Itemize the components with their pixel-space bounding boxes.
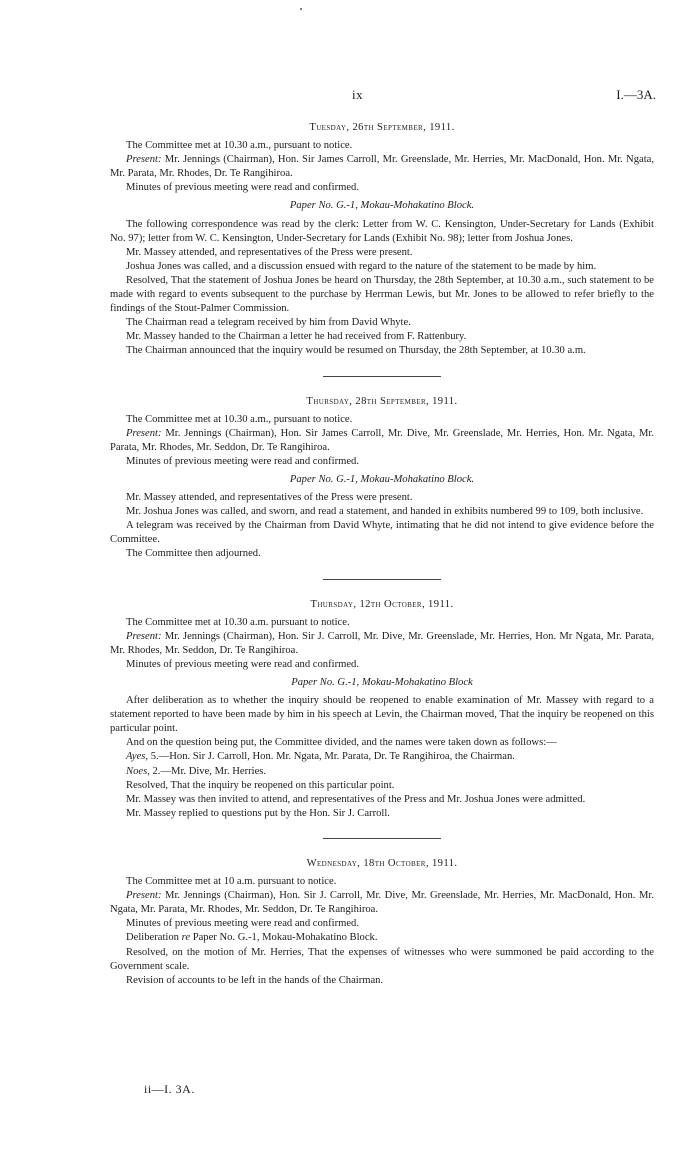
minute-paragraph: Revision of accounts to be left in the hands of the Chairman.: [126, 974, 384, 986]
minute-paragraph: The Committee met at 10 a.m. pursuant to notice.: [126, 876, 337, 888]
meeting-section: [110, 598, 654, 821]
meeting-date-text: Thursday, 12th October, 1911.: [310, 598, 454, 610]
minute-paragraph: Minutes of previous meeting were read and confirmed.: [126, 455, 359, 467]
paragraph-text: Paper No. G.-1, Mokau-Mohakatino Block.: [190, 932, 378, 944]
minute-paragraph: A telegram was received by the Chairman from David Whyte, intimating that he did not intend to give evidence before the Committee.: [110, 520, 654, 546]
paragraph-label: Present:: [126, 630, 162, 642]
minute-paragraph: Minutes of previous meeting were read and confirmed.: [126, 182, 359, 194]
minute-paragraph: And on the question being put, the Committee divided, and the names were taken down as follows:—: [126, 737, 557, 749]
minute-paragraph: The Committee met at 10.30 a.m., pursuant to notice.: [126, 413, 353, 425]
paragraph-label: Ayes,: [126, 751, 149, 763]
minute-paragraph: [110, 889, 654, 917]
minute-paragraph: Mr. Massey replied to questions put by the Hon. Sir J. Carroll.: [126, 807, 390, 819]
minute-paragraph: The Committee met at 10.30 a.m., pursuant to notice.: [126, 140, 353, 152]
paragraph-lead: Deliberation: [126, 932, 182, 944]
paragraph-label: re: [181, 932, 191, 944]
meeting-date-text: Wednesday, 18th October, 1911.: [306, 857, 458, 869]
paragraph-text: Mr. Jennings (Chairman), Hon. Sir J. Carroll, Mr. Dive, Mr. Greenslade, Mr. Herries, Hon. Mr Ngata, Mr. Parata, Mr. Rhodes, Mr. Seddon, Dr. Te Rangihiroa.: [110, 630, 654, 656]
meeting-date-text: Tuesday, 26th September, 1911.: [309, 122, 455, 133]
running-head: I.—3A.: [616, 87, 656, 102]
minute-paragraph: The Committee then adjourned.: [126, 548, 261, 560]
minute-paragraph: Minutes of previous meeting were read and confirmed.: [126, 658, 359, 670]
minute-paragraph: Resolved, on the motion of Mr. Herries, That the expenses of witnesses who were summoned be paid according to the Government scale.: [110, 946, 654, 972]
minute-paragraph: The following correspondence was read by the clerk: Letter from W. C. Kensington, Under-Secretary for Lands (Exhibit No. 97); letter from W. C. Kensington, Under-Secretary for Lands (Exhibit No. 98); letter from Joshua Jones.: [110, 218, 654, 244]
minute-paragraph: Mr. Massey handed to the Chairman a letter he had received from F. Rattenbury.: [126, 331, 467, 343]
paragraph-text: 5.—Hon. Sir J. Carroll, Hon. Mr. Ngata, Mr. Parata, Dr. Te Rangihiroa, the Chairman.: [148, 751, 515, 763]
meeting-date: [110, 598, 654, 612]
page-number: ix: [352, 87, 364, 102]
minute-paragraph: [110, 765, 654, 779]
paragraph-label: Present:: [126, 154, 162, 166]
minute-paragraph: After deliberation as to whether the inquiry should be reopened to enable examination of Mr. Massey with regard to a statement reported to have been made by him in his speech at Levin, the Chairman moved, That the inquiry be reopened on this particular point.: [110, 695, 654, 735]
meeting-date: [110, 395, 654, 409]
minute-paragraph: Resolved, That the inquiry be reopened on this particular point.: [126, 779, 395, 791]
paragraph-label: Noes,: [126, 765, 150, 777]
minute-paragraph: Mr. Massey attended, and representatives of the Press were present.: [126, 246, 413, 258]
paragraph-label: Present:: [126, 890, 162, 902]
section-divider: [323, 838, 441, 839]
paper-subheading: Paper No. G.-1, Mokau-Mohakatino Block.: [289, 473, 475, 485]
paragraph-text: 2.—Mr. Dive, Mr. Herries.: [149, 765, 267, 777]
minute-paragraph: [110, 750, 654, 764]
paragraph-text: Mr. Jennings (Chairman), Hon. Sir J. Carroll, Mr. Dive, Mr. Greenslade, Mr. Herries, Mr. MacDonald, Hon. Mr. Ngata, Mr. Parata, Mr. Rhodes, Mr. Seddon, Dr. Te Rangihiroa.: [110, 890, 654, 916]
minute-paragraph: Minutes of previous meeting were read and confirmed.: [126, 918, 359, 930]
section-divider: [323, 376, 441, 377]
minute-paragraph: The Chairman read a telegram received by him from David Whyte.: [126, 317, 411, 329]
paper-subheading: Paper No. G.-1, Mokau-Mohakatino Block: [291, 677, 473, 688]
section-divider: [323, 579, 441, 580]
minute-paragraph: Mr. Massey was then invited to attend, and representatives of the Press and Mr. Joshua Jones were admitted.: [126, 793, 586, 805]
minute-paragraph: The Committee met at 10.30 a.m. pursuant to notice.: [126, 616, 350, 628]
meeting-section: [110, 395, 654, 562]
minute-paragraph: The Chairman announced that the inquiry would be resumed on Thursday, the 28th September, at 10.30 a.m.: [126, 345, 586, 357]
meeting-date: [110, 121, 654, 135]
meeting-date-text: Thursday, 28th September, 1911.: [306, 395, 458, 407]
paragraph-text: Mr. Jennings (Chairman), Hon. Sir James Carroll, Mr. Greenslade, Mr. Herries, Mr. MacDonald, Hon. Mr. Ngata, Mr. Parata, Mr. Rhodes, Dr. Te Rangihiroa.: [110, 154, 654, 180]
scan-dot: [300, 8, 302, 10]
minute-paragraph: Joshua Jones was called, and a discussion ensued with regard to the nature of the statement to be made by him.: [126, 260, 597, 272]
minute-paragraph: [110, 153, 654, 181]
minute-paragraph: [110, 427, 654, 455]
minute-paragraph: [110, 931, 654, 945]
meeting-date: [110, 857, 654, 871]
paper-subheading: Paper No. G.-1, Mokau-Mohakatino Block.: [289, 200, 475, 212]
minutes-body: [110, 121, 654, 988]
minute-paragraph: [110, 630, 654, 658]
minute-paragraph: Mr. Joshua Jones was called, and sworn, and read a statement, and handed in exhibits numbered 99 to 109, both inclusive.: [126, 506, 644, 518]
minute-paragraph: Mr. Massey attended, and representatives of the Press were present.: [126, 492, 413, 504]
meeting-section: [110, 121, 654, 359]
meeting-section: [110, 857, 654, 988]
minute-paragraph: Resolved, That the statement of Joshua Jones be heard on Thursday, the 28th September, at 10.30 a.m., such statement to be made with regard to events subsequent to the purchase by Herrman Lewis, but Mr. Jones to be allowed to refer briefly to the findings of the Stout-Palmer Commission.: [110, 274, 654, 315]
paragraph-label: Present:: [126, 427, 162, 439]
paragraph-text: Mr. Jennings (Chairman), Hon. Sir James Carroll, Mr. Dive, Mr. Greenslade, Mr. Herries, Hon. Mr. Ngata, Mr. Parata, Mr. Rhodes, Mr. Seddon, Dr. Te Rangihiroa.: [110, 427, 654, 453]
signature-mark: ii—I. 3A.: [144, 1082, 195, 1096]
